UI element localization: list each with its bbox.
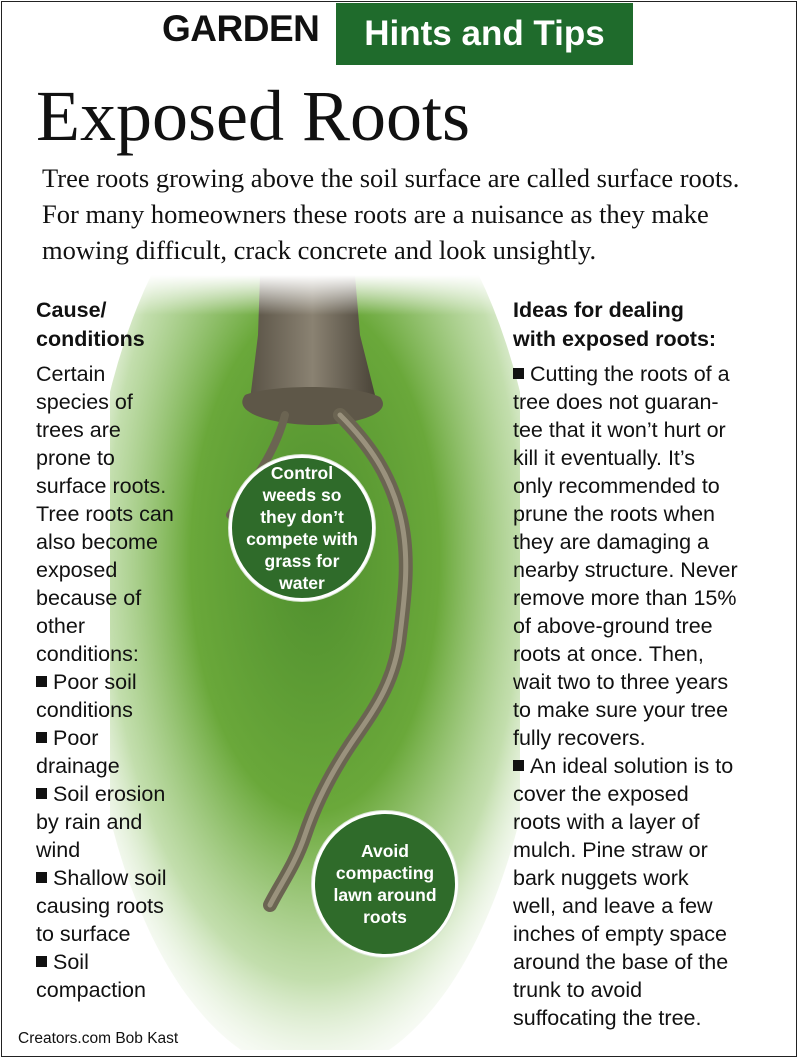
list-item: Soil <box>36 948 236 976</box>
bullet-square-icon <box>36 788 47 799</box>
list-item: Shallow soil <box>36 864 236 892</box>
list-item: Cutting the roots of a <box>513 360 798 388</box>
left-body: Certain species of trees are prone to surface roots. Tree roots can also become exposed because of other conditions: Poor soil conditions Poor drainage Soil erosion by rain and wind Shallow soil causing roots to surface Soil compaction <box>36 360 236 1004</box>
left-heading: Cause/ conditions <box>36 298 145 351</box>
badge-control-weeds: Control weeds so they don’t compete with grass for water <box>229 455 375 601</box>
bullet-square-icon <box>513 760 524 771</box>
bullet-square-icon <box>36 956 47 967</box>
left-column <box>36 296 236 1004</box>
list-item: Soil erosion <box>36 780 236 808</box>
list-item: Poor <box>36 724 236 752</box>
bullet-square-icon <box>36 676 47 687</box>
bullet-square-icon <box>36 872 47 883</box>
page-title: Exposed Roots <box>36 76 471 156</box>
header-tag: Hints and Tips <box>336 3 633 65</box>
right-heading: Ideas for dealing with exposed roots: <box>513 298 717 351</box>
right-body: Cutting the roots of a tree does not guaran- tee that it won’t hurt or kill it eventually. It’s only recommended to prune the roots when they are damaging a nearby structure. Never remove more than 15% of above-ground tree roots at once. Then, wait two to three years to make sure your tree fully recovers. An ideal solution is to cover the exposed roots with a layer of mulch. Pine straw or bark nuggets work well, and leave a few inches of empty space around the base of the trunk to avoid suffocating the tree. <box>513 360 798 1032</box>
right-column <box>513 296 798 1032</box>
list-item: Poor soil <box>36 668 236 696</box>
bullet-square-icon <box>36 732 47 743</box>
header-garden: GARDEN <box>162 8 320 49</box>
list-item: An ideal solution is to <box>513 752 798 780</box>
bullet-square-icon <box>513 368 524 379</box>
badge-avoid-compacting: Avoid compacting lawn around roots <box>312 811 458 957</box>
credit-line: Creators.com Bob Kast <box>18 1030 179 1047</box>
intro-text: Tree roots growing above the soil surface are called surface roots. For many homeowners these roots are a nuisance as they make mowing difficult, crack concrete and look unsightly. <box>42 163 740 265</box>
